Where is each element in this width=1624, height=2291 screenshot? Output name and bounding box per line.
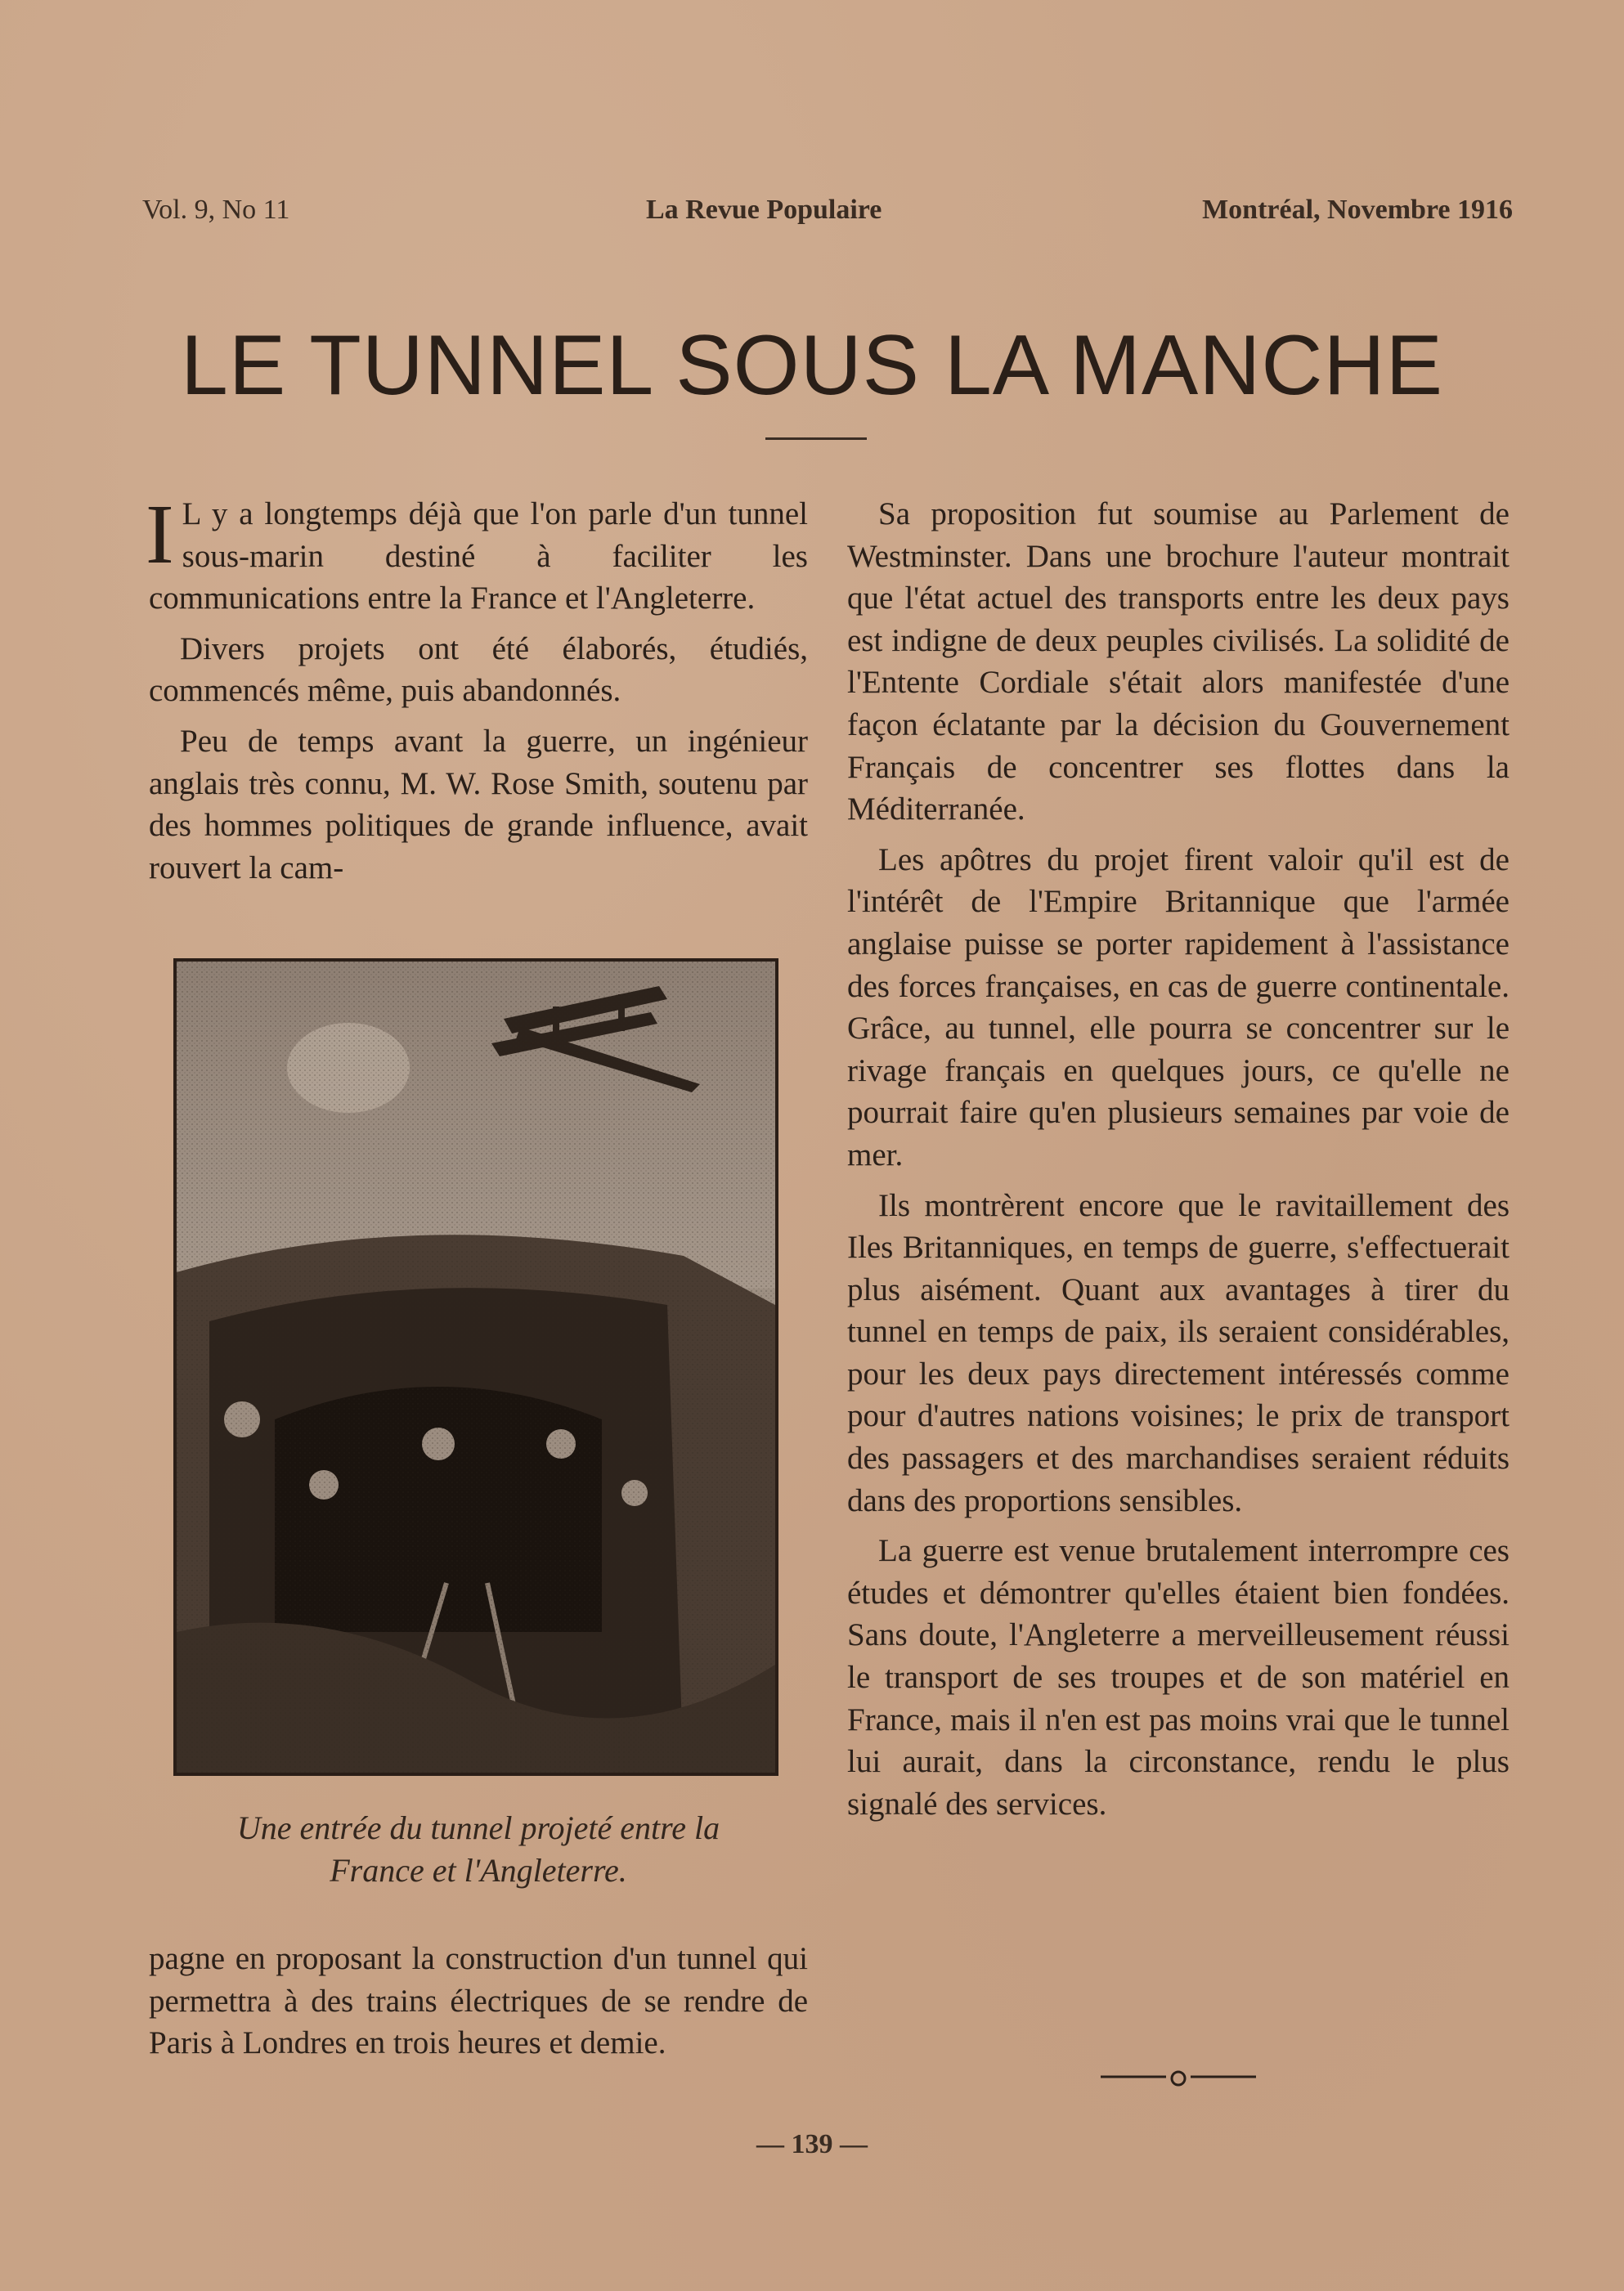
article-title: LE TUNNEL SOUS LA MANCHE	[181, 318, 1443, 413]
left-column-continuation	[149, 1938, 808, 2065]
paragraph-3: Peu de temps avant la guerre, un ingénieur anglais très connu, M. W. Rose Smith, soutenu par des hommes politiques de grande influence, avait rouvert la cam-	[149, 723, 808, 885]
title-divider	[765, 437, 867, 440]
caption-line-2: France et l'Angleterre.	[330, 1852, 627, 1889]
paragraph-7: La guerre est venue brutalement interrompre ces études et démontrer qu'elles étaient bien fondées. Sans doute, l'Angleterre a merveilleusement réussi le transport de ses troupes et de son matériel en France, mais il n'en est pas moins vrai que le tunnel lui aurait, dans la circonstance, rendu le plus signalé des services.	[847, 1533, 1510, 1822]
volume-number: Vol. 9, No 11	[142, 195, 290, 225]
left-column-text	[146, 487, 808, 889]
page-number: — 139 —	[756, 2129, 868, 2159]
running-header	[139, 195, 1513, 235]
end-ornament	[1101, 2060, 1256, 2093]
magazine-name: La Revue Populaire	[646, 195, 882, 225]
drop-cap: I	[146, 487, 174, 581]
right-column-text	[847, 493, 1510, 1825]
paragraph-5: Les apôtres du projet firent valoir qu'il est de l'intérêt de l'Empire Britannique que l'armée anglaise puisse se porter rapidement à l'assistance des forces françaises, en cas de guerre continentale. Grâce, au tunnel, elle pourra se concentrer sur le rivage français en quelques jours, ce qu'elle ne pourrait faire qu'en plusieurs semaines par voie de mer.	[847, 841, 1510, 1172]
tunnel-illustration	[173, 958, 778, 1776]
paragraph-4: Sa proposition fut soumise au Parlement de Westminster. Dans une brochure l'auteur montrait que l'état actuel des transports entre les deux pays est indigne de deux peuples civilisés. La solidité de l'Entente Cordiale s'était alors manifestée d'une façon éclatante par la décision du Gouvernement Français de concentrer ses flottes dans la Méditerranée.	[847, 496, 1510, 827]
paragraph-2: Divers projets ont été élaborés, étudiés, commencés même, puis abandonnés.	[149, 630, 808, 709]
paragraph-3-continued: pagne en proposant la construction d'un tunnel qui permettra à des trains électriques de se rendre de Paris à Londres en trois heures et demie.	[149, 1941, 808, 2061]
issue-date: Montréal, Novembre 1916	[1202, 195, 1513, 225]
paragraph-1: I L y a longtemps déjà que l'on parle d'un tunnel sous-marin destiné à faciliter les communications entre la France et l'Angleterre.	[146, 487, 808, 616]
engraving-image	[177, 962, 775, 1773]
figure-caption	[149, 1807, 808, 1892]
caption-line-1: Une entrée du tunnel projeté entre la	[236, 1809, 720, 1846]
paragraph-6: Ils montrèrent encore que le ravitaillement des Iles Britanniques, en temps de guerre, s'effectuerait plus aisément. Quant aux avantages à tirer du tunnel en temps de paix, ils seraient considérables, pour les deux pays directement intéressés comme pour d'autres nations voisines; le prix de transport des passagers et des marchandises seraient réduits dans des proportions sensibles.	[847, 1187, 1510, 1518]
